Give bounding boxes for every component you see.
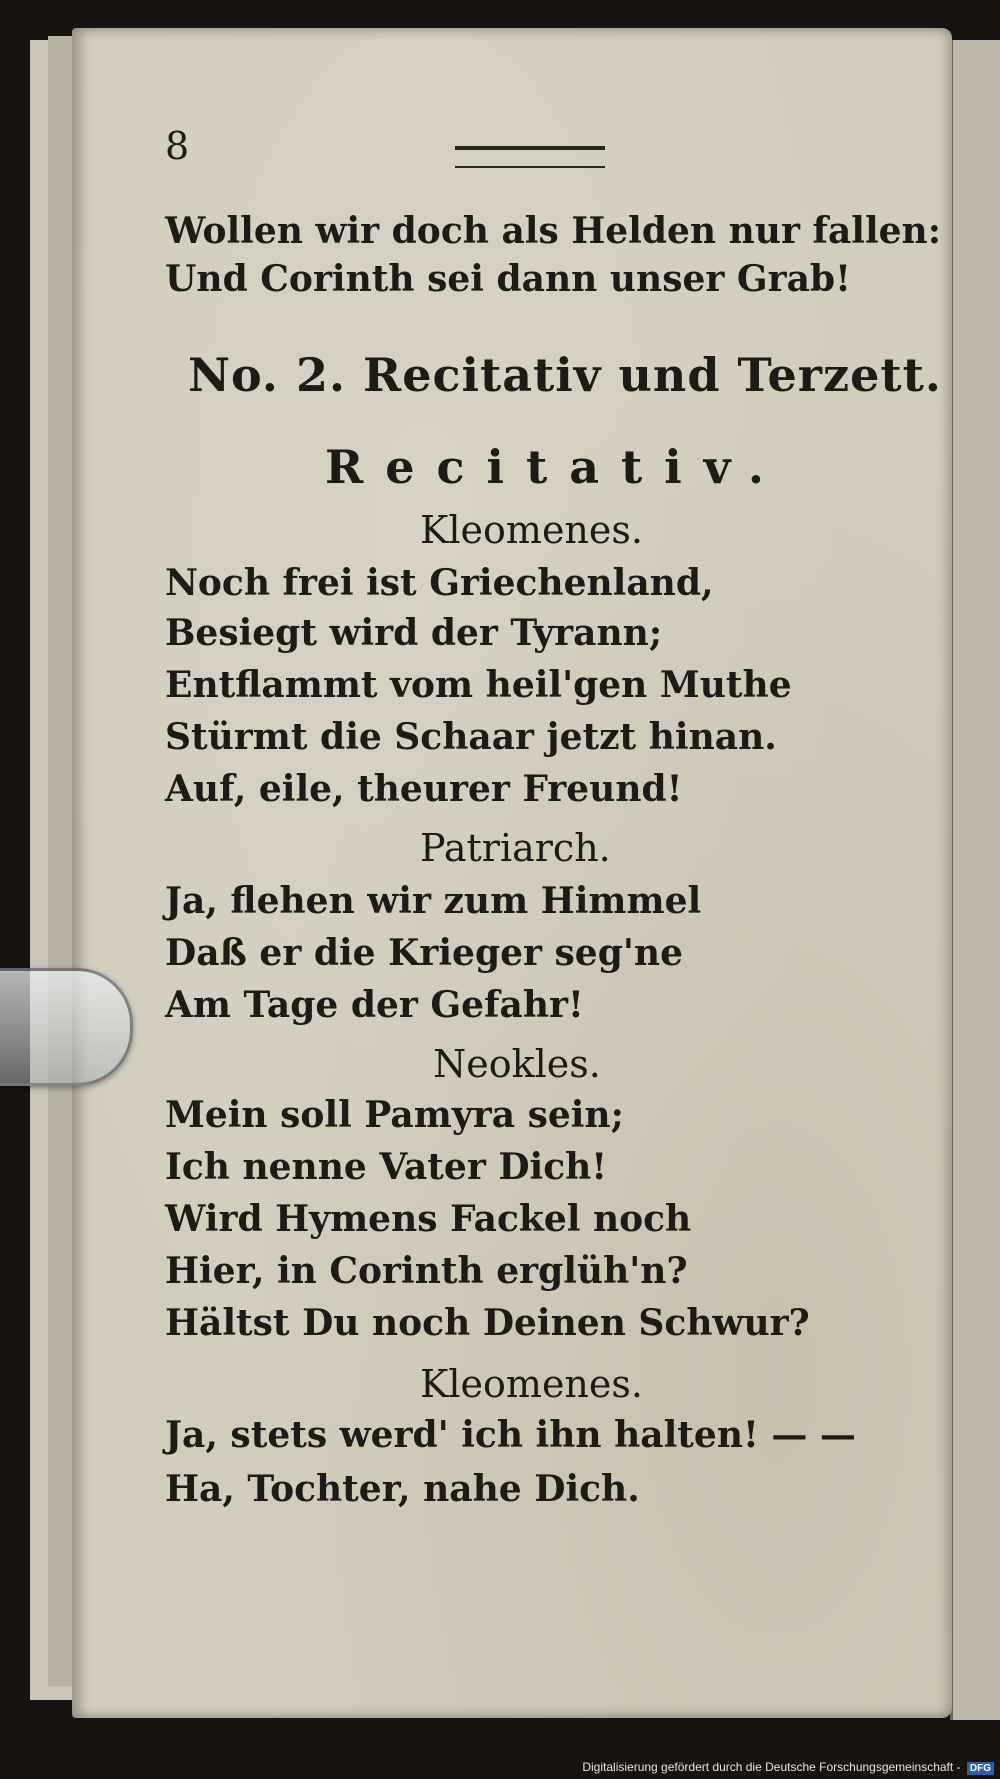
verse-line: Besiegt wird der Tyrann;	[165, 612, 663, 654]
verse-line: Auf, eile, theurer Freund!	[165, 768, 683, 810]
speaker-name: Kleomenes.	[420, 508, 643, 552]
facing-page-edge	[950, 40, 1000, 1720]
verse-line: Ha, Tochter, nahe Dich.	[165, 1468, 640, 1510]
header-ornament-rule	[455, 146, 605, 168]
page-number: 8	[165, 124, 190, 168]
digitization-credit	[582, 1760, 994, 1775]
verse-line: Wird Hymens Fackel noch	[165, 1198, 692, 1240]
verse-line: Und Corinth sei dann unser Grab!	[165, 258, 851, 300]
verse-line: Stürmt die Schaar jetzt hinan.	[165, 716, 777, 758]
verse-line: Ja, flehen wir zum Himmel	[165, 880, 702, 922]
verse-line: Ich nenne Vater Dich!	[165, 1146, 608, 1188]
verse-line: Mein soll Pamyra sein;	[165, 1094, 624, 1136]
page-clip	[0, 968, 133, 1086]
recitativ-heading: Recitativ.	[325, 440, 786, 494]
verse-line: Wollen wir doch als Helden nur fallen:	[165, 210, 942, 252]
verse-line: Daß er die Krieger seg'ne	[165, 932, 683, 974]
speaker-name: Neokles.	[433, 1042, 601, 1086]
dfg-logo: DFG	[967, 1762, 994, 1775]
verse-line: Entflammt vom heil'gen Muthe	[165, 664, 792, 706]
speaker-name: Patriarch.	[420, 826, 611, 870]
section-heading: No. 2. Recitativ und Terzett.	[188, 348, 942, 402]
verse-line: Noch frei ist Griechenland,	[165, 562, 714, 604]
verse-line: Ja, stets werd' ich ihn halten! — —	[165, 1414, 856, 1456]
speaker-name: Kleomenes.	[420, 1362, 643, 1406]
verse-line: Hältst Du noch Deinen Schwur?	[165, 1302, 810, 1344]
verse-line: Hier, in Corinth erglüh'n?	[165, 1250, 688, 1292]
verse-line: Am Tage der Gefahr!	[165, 984, 584, 1026]
credit-text: Digitalisierung gefördert durch die Deutsche Forschungsgemeinschaft -	[582, 1760, 961, 1774]
